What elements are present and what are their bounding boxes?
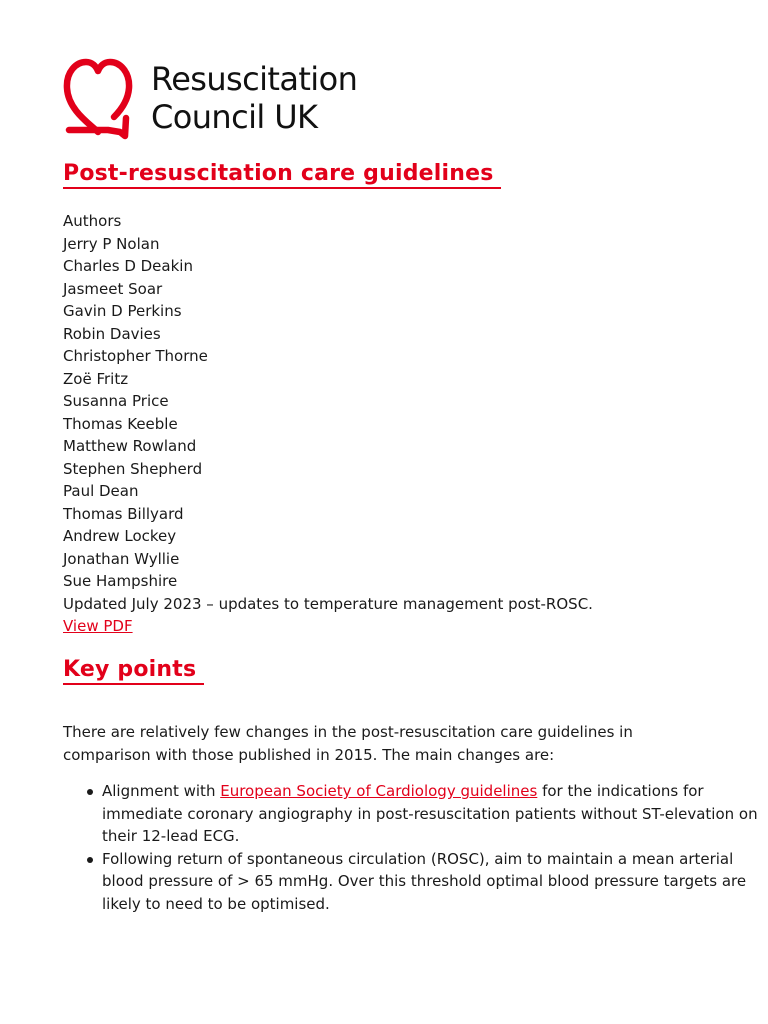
author-name: Thomas Keeble [63,414,178,433]
key-points-heading [63,657,204,682]
esc-guidelines-link[interactable]: European Society of Cardiology guidelines [220,782,538,800]
list-item [102,780,762,848]
brand-name [151,60,357,136]
item-text: Following return of spontaneous circulation (ROSC), aim to maintain a mean arterial blood pressure of > 65 mmHg. Over this threshold optimal blood pressure targets are likely to need to be optimised. [102,849,747,913]
item-text-before: Alignment with [102,782,221,800]
author-name: Jasmeet Soar [63,279,163,298]
brand-line-1: Resuscitation [151,60,358,98]
key-points-list [63,780,762,915]
author-name: Susanna Price [63,392,169,410]
author-name: Jerry P Nolan [63,234,160,253]
author-name: Matthew Rowland [63,437,197,455]
update-note: Updated July 2023 – updates to temperature management post-ROSC. [63,594,593,613]
heart-speech-icon [62,58,134,140]
list-item [102,848,762,916]
authors-label: Authors [63,212,122,230]
author-name: Zoë Fritz [63,369,129,388]
item-text-after: for the indications for immediate coronary angiography in post-resuscitation patients without ST-elevation on their 12-lead ECG. [102,782,758,845]
author-name: Charles D Deakin [63,257,193,275]
key-points-heading-text: Key points [63,657,196,685]
bullet-icon [87,789,93,795]
brand-line-2: Council UK [151,98,318,136]
author-name: Sue Hampshire [63,572,178,590]
author-name: Andrew Lockey [63,527,177,545]
rcuk-logo[interactable] [62,58,422,140]
page-title [63,161,501,186]
author-name: Jonathan Wyllie [63,549,180,568]
bullet-icon [87,857,93,863]
authors-block [63,210,593,638]
page-title-text: Post-resuscitation care guidelines [63,161,494,189]
key-points-intro: There are relatively few changes in the post-resuscitation care guidelines in comparison with those published in 2015. The main changes are: [63,723,633,764]
author-name: Thomas Billyard [63,504,184,523]
view-pdf-link[interactable]: View PDF [63,617,133,635]
author-name: Stephen Shepherd [63,459,203,478]
author-name: Christopher Thorne [63,347,208,365]
author-name: Paul Dean [63,482,139,500]
author-name: Robin Davies [63,324,161,343]
author-name: Gavin D Perkins [63,302,182,320]
